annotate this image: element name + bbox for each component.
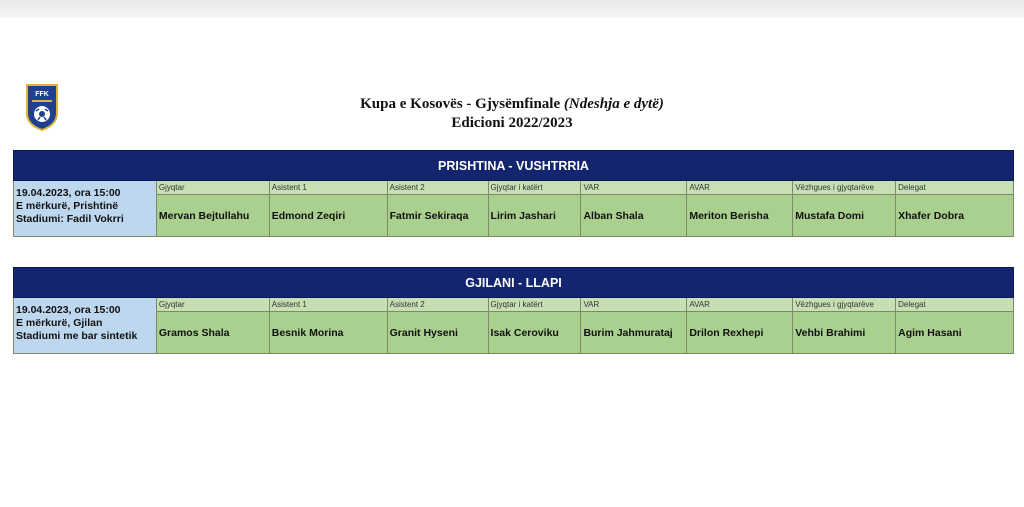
official-name: Besnik Morina <box>271 326 344 339</box>
title-line-2: Edicioni 2022/2023 <box>451 115 573 131</box>
title-italic: (Ndeshja e dytë) <box>563 96 664 112</box>
official-role: Asistent 2 <box>388 298 488 312</box>
official-cell <box>157 298 270 353</box>
official-cell <box>896 298 1014 353</box>
official-name: Agim Hasani <box>898 326 962 339</box>
official-cell <box>581 181 687 236</box>
match-row <box>13 181 1014 237</box>
official-role: Gjyqtar <box>157 298 269 312</box>
official-role: Asistent 1 <box>270 298 387 312</box>
official-cell <box>388 298 489 353</box>
match-info-cell <box>14 181 157 236</box>
official-name: Lirim Jashari <box>490 209 556 222</box>
match-table <box>13 267 1014 354</box>
official-role: VAR <box>581 298 686 312</box>
official-cell <box>896 181 1014 236</box>
official-cell <box>270 298 388 353</box>
official-role: AVAR <box>687 298 792 312</box>
official-role: Vëzhgues i gjyqtarëve <box>793 298 895 312</box>
match-table <box>13 150 1014 237</box>
official-cell <box>388 181 489 236</box>
official-cell <box>489 298 582 353</box>
match-stadium: Stadiumi me bar sintetik <box>16 330 138 342</box>
official-cell <box>157 181 270 236</box>
official-role: Vëzhgues i gjyqtarëve <box>793 181 895 195</box>
official-name: Mervan Bejtullahu <box>158 209 250 222</box>
official-role: Gjyqtar i katërt <box>489 298 581 312</box>
official-role: Gjyqtar i katërt <box>489 181 581 195</box>
official-cell <box>489 181 582 236</box>
official-name: Mustafa Domi <box>795 209 865 222</box>
official-cell <box>581 298 687 353</box>
official-name: Vehbi Brahimi <box>795 326 866 339</box>
match-day-city: E mërkurë, Gjilan <box>16 317 103 329</box>
page-title <box>0 95 1024 133</box>
official-name: Alban Shala <box>583 209 644 222</box>
official-name: Edmond Zeqiri <box>271 209 346 222</box>
official-role: Delegat <box>896 298 1013 312</box>
official-cell <box>793 298 896 353</box>
logo-text: FFK <box>35 91 49 98</box>
match-teams-header: GJILANI - LLAPI <box>13 267 1014 298</box>
match-info-cell <box>14 298 157 353</box>
official-name: Granit Hyseni <box>389 326 458 339</box>
official-name: Fatmir Sekiraqa <box>389 209 469 222</box>
official-name: Meriton Berisha <box>689 209 769 222</box>
title-line-1 <box>0 95 1024 114</box>
official-cell <box>793 181 896 236</box>
official-role: VAR <box>581 181 686 195</box>
match-day-city: E mërkurë, Prishtinë <box>16 200 119 212</box>
match-row <box>13 298 1014 354</box>
official-role: Delegat <box>896 181 1013 195</box>
official-cell <box>270 181 388 236</box>
official-name: Isak Ceroviku <box>490 326 559 339</box>
official-role: Asistent 2 <box>388 181 488 195</box>
official-name: Drilon Rexhepi <box>689 326 764 339</box>
title-main: Kupa e Kosovës - Gjysëmfinale <box>360 96 564 112</box>
official-cell <box>687 181 793 236</box>
official-name: Xhafer Dobra <box>898 209 965 222</box>
match-stadium: Stadiumi: Fadil Vokrri <box>16 213 124 225</box>
official-role: Gjyqtar <box>157 181 269 195</box>
official-name: Gramos Shala <box>158 326 230 339</box>
official-role: AVAR <box>687 181 792 195</box>
official-cell <box>687 298 793 353</box>
match-datetime: 19.04.2023, ora 15:00 <box>16 187 121 199</box>
top-bar <box>0 0 1024 18</box>
match-teams-header: PRISHTINA - VUSHTRRIA <box>13 150 1014 181</box>
official-role: Asistent 1 <box>270 181 387 195</box>
official-name: Burim Jahmurataj <box>583 326 673 339</box>
match-datetime: 19.04.2023, ora 15:00 <box>16 304 121 316</box>
